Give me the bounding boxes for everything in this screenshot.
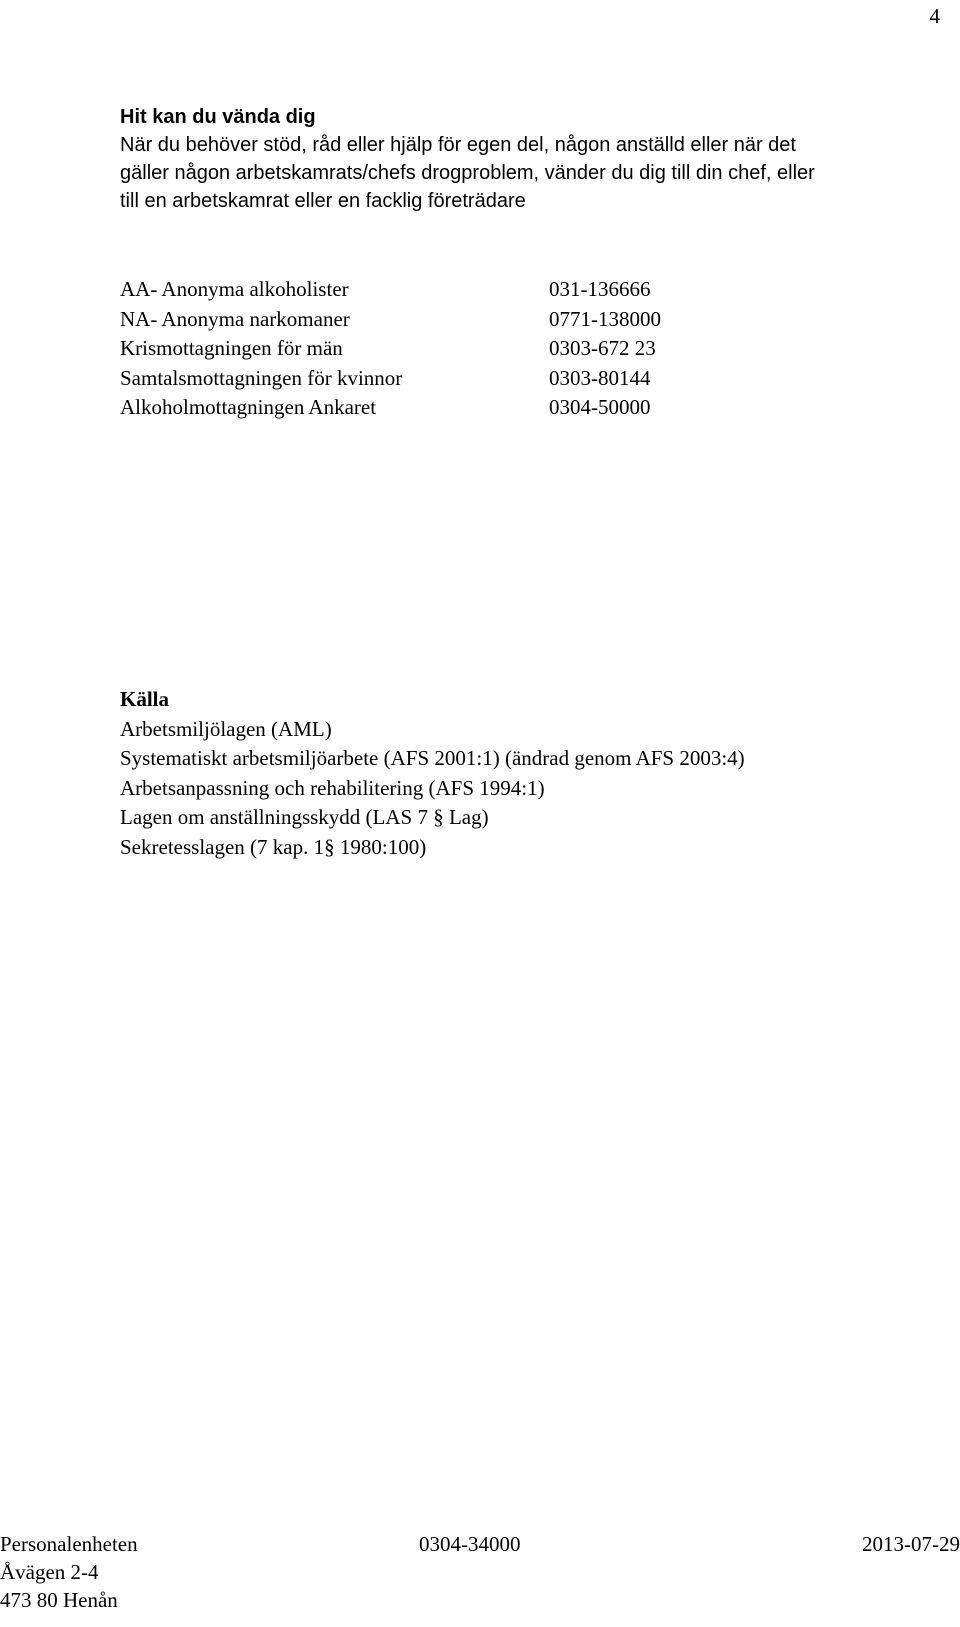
contact-row xyxy=(120,305,820,335)
source-item: Lagen om anställningsskydd (LAS 7 § Lag) xyxy=(120,805,489,829)
intro-line: gäller någon arbetskamrats/chefs drogproblem, vänder du dig till din chef, eller xyxy=(120,162,815,184)
contact-row xyxy=(120,364,820,394)
footer-row xyxy=(0,1530,960,1558)
contact-name: Krismottagningen för män xyxy=(120,336,343,360)
contact-phone: 0303-672 23 xyxy=(549,336,656,360)
intro-line: till en arbetskamrat eller en facklig företrädare xyxy=(120,190,526,212)
contact-phone: 0771-138000 xyxy=(549,306,661,331)
footer-address-line: 473 80 Henån xyxy=(0,1588,118,1612)
source-item: Systematiskt arbetsmiljöarbete (AFS 2001:1) (ändrad genom AFS 2003:4) xyxy=(120,746,745,770)
contact-phone: 0304-50000 xyxy=(549,395,651,419)
contact-name: Samtalsmottagningen för kvinnor xyxy=(120,365,403,390)
contact-row xyxy=(120,334,820,364)
footer-department: Personalenheten xyxy=(0,1532,138,1556)
footer-phone: 0304-34000 xyxy=(419,1532,521,1556)
sources-heading: Källa xyxy=(120,687,170,711)
page-number: 4 xyxy=(929,4,940,28)
intro-heading: Hit kan du vända dig xyxy=(120,106,316,128)
footer-row xyxy=(0,1586,960,1614)
footer-row xyxy=(0,1558,960,1586)
contact-row xyxy=(120,393,820,423)
contact-row xyxy=(120,275,820,305)
intro-line: När du behöver stöd, råd eller hjälp för egen del, någon anställd eller när det xyxy=(120,134,796,156)
page-footer xyxy=(0,1530,960,1614)
contact-phone: 0303-80144 xyxy=(549,365,651,390)
footer-date: 2013-07-29 xyxy=(862,1532,960,1556)
source-item: Arbetsanpassning och rehabilitering (AFS 1994:1) xyxy=(120,775,545,800)
contact-phone: 031-136666 xyxy=(549,277,651,301)
contact-name: Alkoholmottagningen Ankaret xyxy=(120,395,377,419)
footer-address-line: Åvägen 2-4 xyxy=(0,1560,99,1584)
contact-list xyxy=(120,275,820,423)
contact-name: NA- Anonyma narkomaner xyxy=(120,306,350,331)
intro-section xyxy=(120,103,920,215)
source-item: Sekretesslagen (7 kap. 1§ 1980:100) xyxy=(120,834,427,859)
source-item: Arbetsmiljölagen (AML) xyxy=(120,716,332,741)
contact-name: AA- Anonyma alkoholister xyxy=(120,277,349,301)
sources-section xyxy=(120,685,940,862)
